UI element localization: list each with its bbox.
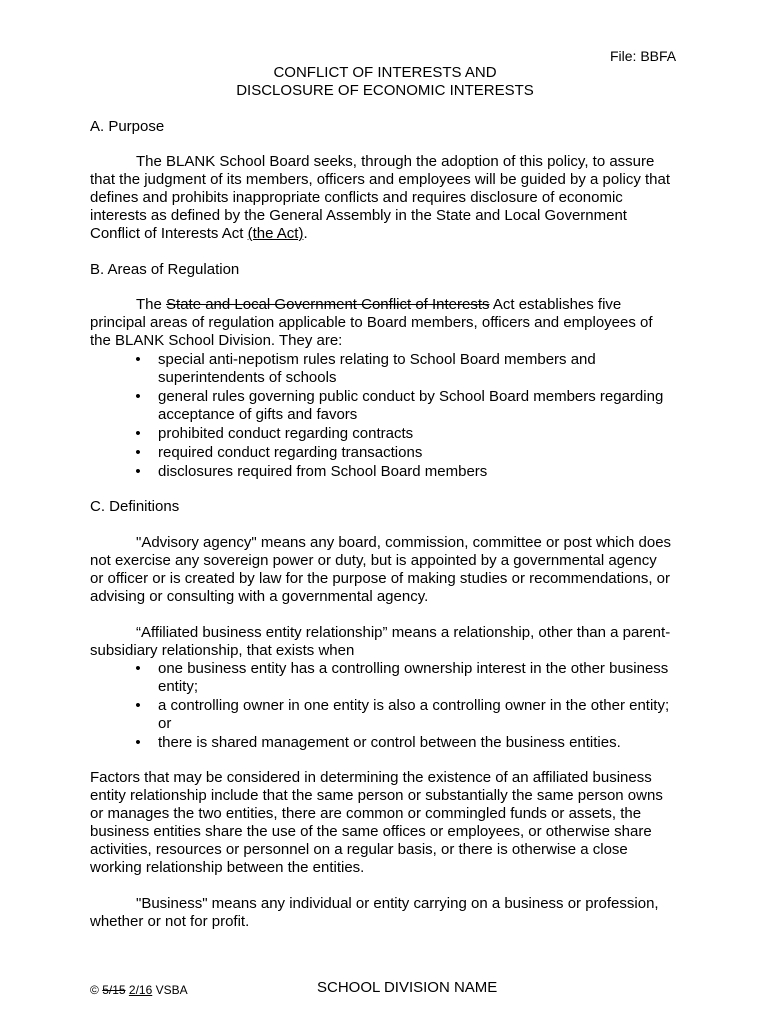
section-b-first-line [136, 296, 621, 314]
definition-line: or officer or is created by law for the purpose of making studies or recommendations, or [90, 570, 670, 587]
text-segment: Conflict of Interests Act [90, 225, 248, 242]
definition-line: subsidiary relationship, that exists when [90, 642, 355, 659]
bullet-icon: • [135, 351, 141, 368]
list-item: prohibited conduct regarding contracts [158, 425, 414, 442]
deleted-text: State and Local Government Conflict of Interests [166, 296, 490, 313]
section-a-line: The BLANK School Board seeks, through the adoption of this policy, to assure [136, 153, 655, 170]
definition-line: advising or consulting with a governmental agency. [90, 588, 429, 605]
bullet-icon: • [135, 697, 141, 714]
factors-line: entity relationship include that the same person or substantially the same person owns [90, 787, 663, 804]
list-item: general rules governing public conduct by School Board members regarding [158, 388, 664, 405]
list-item: disclosures required from School Board members [158, 463, 488, 480]
list-item: or [158, 715, 172, 732]
revised-date: 2/16 [128, 983, 153, 997]
definition-line: "Advisory agency" means any board, commission, committee or post which does [136, 534, 672, 551]
list-item: acceptance of gifts and favors [158, 406, 358, 423]
bullet-icon: • [135, 734, 141, 751]
list-item: entity; [158, 678, 199, 695]
factors-line: working relationship between the entities. [90, 859, 365, 876]
section-a-line: interests as defined by the General Assembly in the State and Local Government [90, 207, 627, 224]
definition-line: “Affiliated business entity relationship” means a relationship, other than a parent- [136, 624, 671, 641]
bullet-icon: • [135, 425, 141, 442]
definition-line: whether or not for profit. [90, 913, 250, 930]
list-item: required conduct regarding transactions [158, 444, 423, 461]
bullet-icon: • [135, 388, 141, 405]
bullet-icon: • [135, 444, 141, 461]
footer-division-name: SCHOOL DIVISION NAME [317, 979, 498, 996]
section-c-heading: C. Definitions [90, 498, 180, 515]
text-segment: . [303, 225, 308, 242]
org-name: VSBA [152, 983, 188, 997]
factors-line: business entities share the use of the same offices or employees, or otherwise share [90, 823, 652, 840]
text-segment: The [136, 296, 167, 313]
definition-line: "Business" means any individual or entity carrying on a business or profession, [136, 895, 659, 912]
factors-line: Factors that may be considered in determining the existence of an affiliated business [90, 769, 652, 786]
document-title-line-1: CONFLICT OF INTERESTS AND [273, 64, 497, 81]
definition-line: not exercise any sovereign power or duty, but is appointed by a governmental agency [90, 552, 657, 569]
text-segment: Act establishes five [489, 296, 622, 313]
list-item: one business entity has a controlling ownership interest in the other business [158, 660, 669, 677]
section-a-line: defines and prohibits inappropriate conflicts and requires disclosure of economic [90, 189, 623, 206]
inserted-text: (the Act) [247, 225, 304, 242]
section-a-line: that the judgment of its members, officers and employees will be guided by a policy that [90, 171, 671, 188]
section-a-last-line [90, 225, 308, 243]
list-item: there is shared management or control between the business entities. [158, 734, 621, 751]
list-item: superintendents of schools [158, 369, 337, 386]
footer-copyright [90, 981, 188, 999]
deleted-date: 5/15 [102, 983, 126, 997]
factors-line: or manages the two entities, there are common or commingled funds or assets, the [90, 805, 642, 822]
factors-line: activities, resources or personnel on a regular basis, or there is otherwise a close [90, 841, 628, 858]
section-b-heading: B. Areas of Regulation [90, 261, 240, 278]
bullet-icon: • [135, 463, 141, 480]
section-b-line: the BLANK School Division. They are: [90, 332, 343, 349]
bullet-icon: • [135, 660, 141, 677]
copyright-symbol: © [90, 983, 103, 997]
document-title-line-2: DISCLOSURE OF ECONOMIC INTERESTS [236, 82, 534, 99]
list-item: a controlling owner in one entity is also a controlling owner in the other entity; [158, 697, 670, 714]
file-reference: File: BBFA [610, 48, 677, 64]
section-a-heading: A. Purpose [90, 118, 165, 135]
list-item: special anti-nepotism rules relating to School Board members and [158, 351, 596, 368]
section-b-line: principal areas of regulation applicable to Board members, officers and employees of [90, 314, 653, 331]
